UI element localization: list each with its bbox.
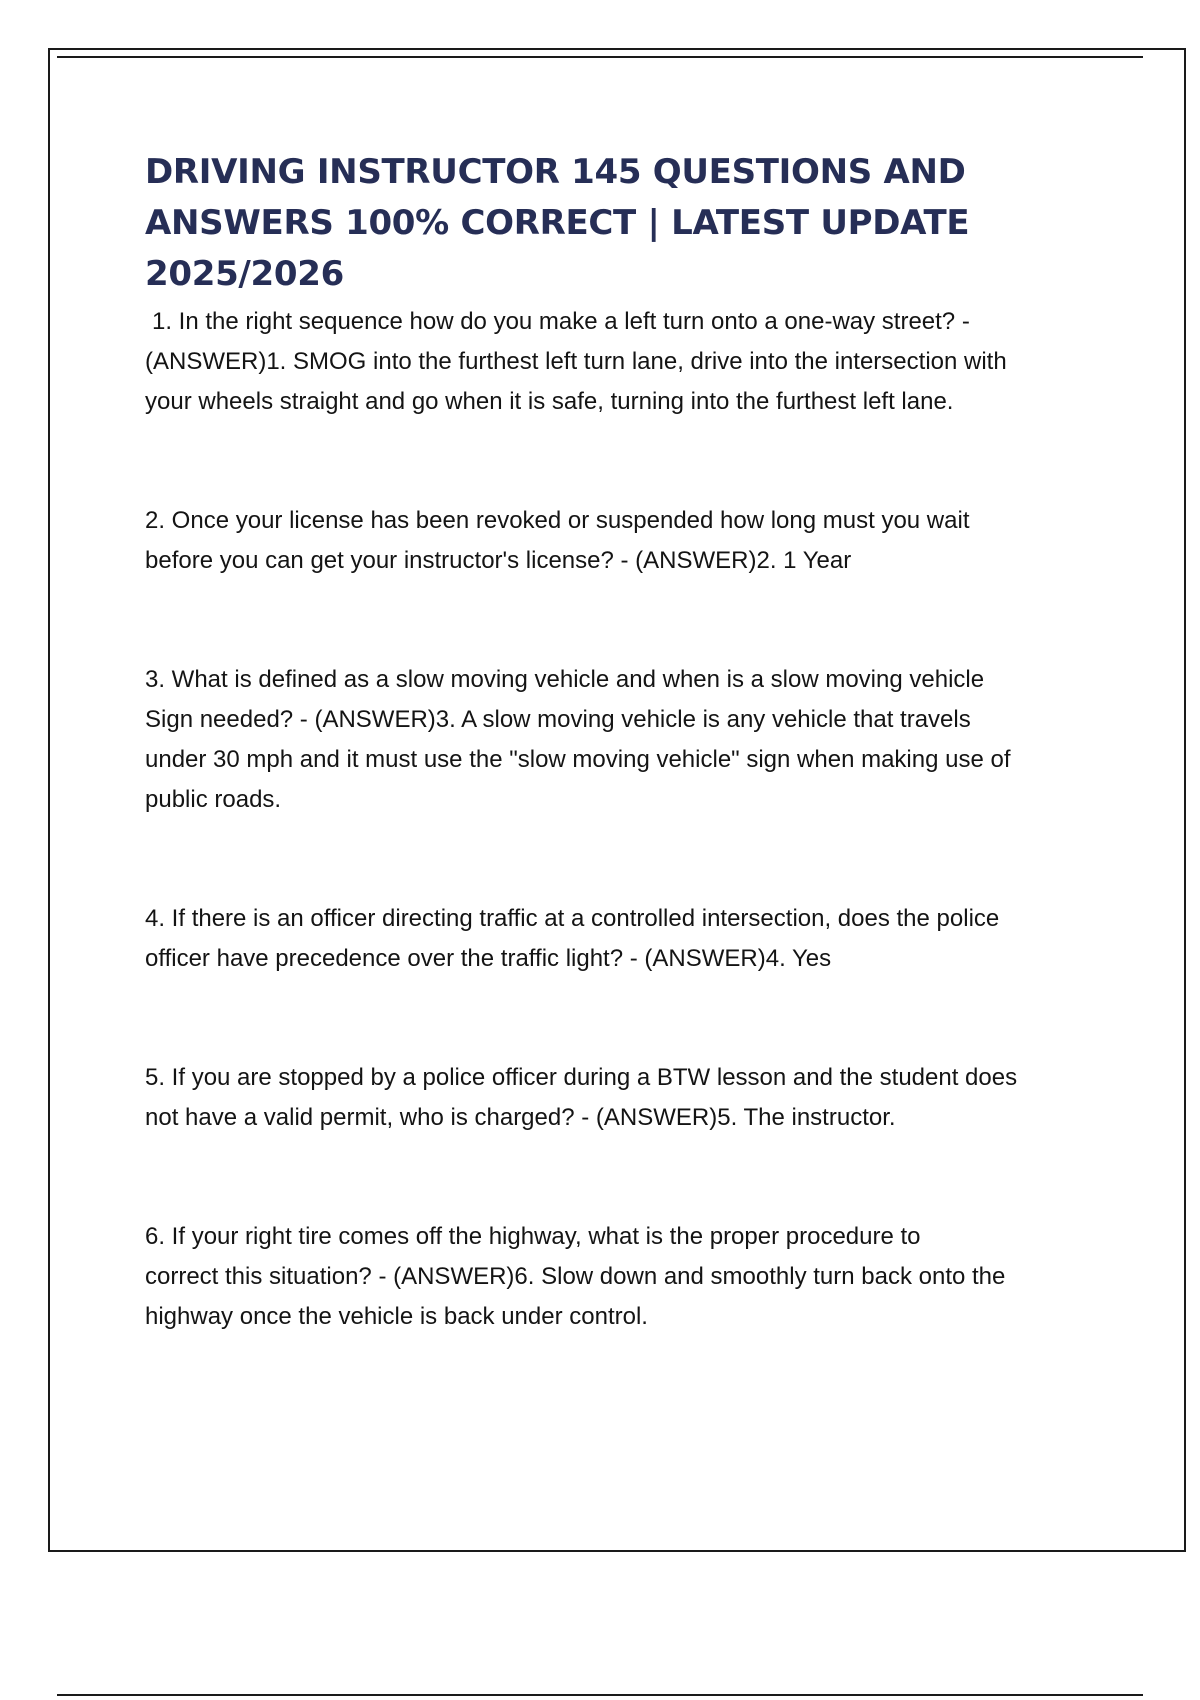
question-item-3	[145, 660, 1105, 820]
document-title	[145, 147, 1105, 300]
question-item-5	[145, 1058, 1105, 1138]
question-item-2	[145, 501, 1105, 581]
answer-line: (ANSWER)1. SMOG into the furthest left turn lane, drive into the intersection with	[145, 348, 1007, 375]
question-line: 6. If your right tire comes off the highway, what is the proper procedure to	[145, 1223, 921, 1250]
answer-line: your wheels straight and go when it is safe, turning into the furthest left lane.	[145, 388, 954, 415]
title-line: ANSWERS 100% CORRECT | LATEST UPDATE	[145, 203, 970, 243]
answer-line: public roads.	[145, 786, 282, 813]
question-line: 5. If you are stopped by a police officer during a BTW lesson and the student does	[145, 1064, 1018, 1091]
question-line: 4. If there is an officer directing traffic at a controlled intersection, does the police	[145, 905, 1000, 932]
answer-line: before you can get your instructor's license? - (ANSWER)2. 1 Year	[145, 547, 852, 574]
document-content	[145, 147, 1105, 1337]
question-item-1	[145, 302, 1105, 422]
bottom-rule	[57, 1694, 1143, 1696]
question-item-4	[145, 899, 1105, 979]
answer-line: correct this situation? - (ANSWER)6. Slow down and smoothly turn back onto the	[145, 1263, 1006, 1290]
answer-line: Sign needed? - (ANSWER)3. A slow moving vehicle is any vehicle that travels	[145, 706, 971, 733]
question-line: 1. In the right sequence how do you make a left turn onto a one-way street? -	[152, 308, 970, 335]
answer-line: officer have precedence over the traffic light? - (ANSWER)4. Yes	[145, 945, 832, 972]
title-line: 2025/2026	[145, 254, 344, 294]
answer-line: not have a valid permit, who is charged? - (ANSWER)5. The instructor.	[145, 1104, 896, 1131]
question-list	[145, 302, 1105, 1337]
question-line: 3. What is defined as a slow moving vehicle and when is a slow moving vehicle	[145, 666, 985, 693]
answer-line: highway once the vehicle is back under control.	[145, 1303, 648, 1330]
title-line: DRIVING INSTRUCTOR 145 QUESTIONS AND	[145, 152, 966, 192]
answer-line: under 30 mph and it must use the "slow moving vehicle" sign when making use of	[145, 746, 1011, 773]
question-line: 2. Once your license has been revoked or suspended how long must you wait	[145, 507, 970, 534]
question-item-6	[145, 1217, 1105, 1337]
